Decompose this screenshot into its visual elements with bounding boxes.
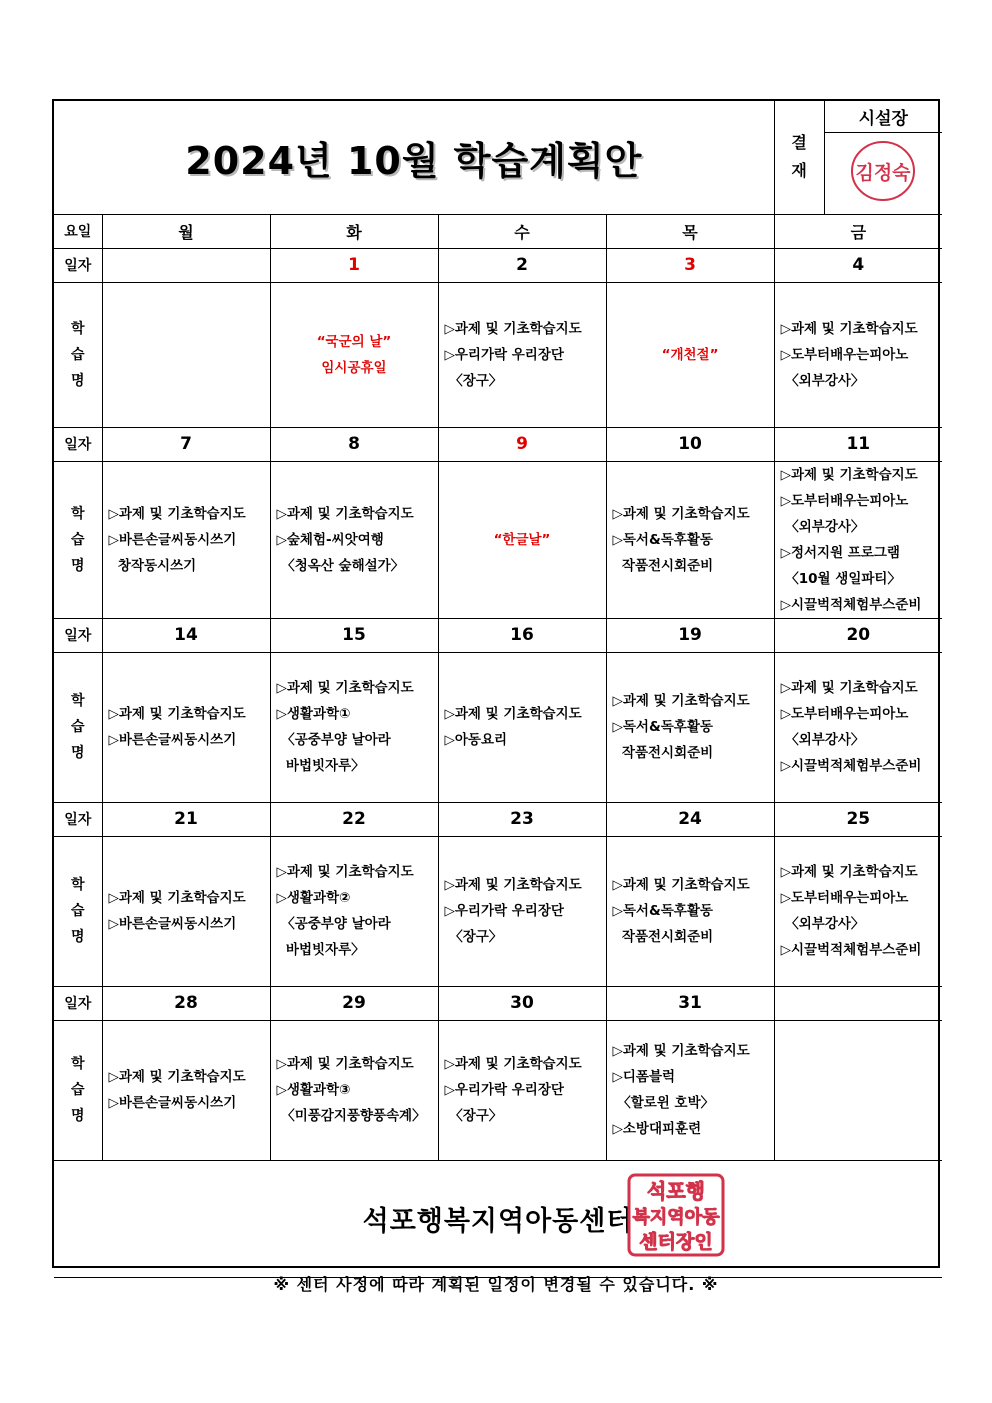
plan-frame <box>52 99 940 1268</box>
date-cell: 19 <box>606 618 774 652</box>
date-label: 일자 <box>54 248 102 282</box>
program-line: ▷과제 및 기초학습지도 <box>612 505 750 522</box>
program-line: ▷과제 및 기초학습지도 <box>444 1056 582 1072</box>
date-label: 일자 <box>54 427 102 461</box>
program-label-char: 명 <box>70 1108 85 1124</box>
program-line: ▷시끌벅적체험부스준비 <box>780 758 922 774</box>
program-cell <box>438 461 606 618</box>
program-label-char: 습 <box>70 719 85 735</box>
program-line: ▷과제 및 기초학습지도 <box>780 320 918 337</box>
program-label-char: 습 <box>70 1082 85 1098</box>
program-label-char: 습 <box>70 903 85 919</box>
date-cell: 20 <box>774 618 942 652</box>
program-line: ▷도부터배우는피아노 <box>780 890 909 906</box>
program-label-char: 명 <box>70 372 85 389</box>
program-line: ▷도부터배우는피아노 <box>780 706 909 722</box>
program-line: ▷과제 및 기초학습지도 <box>444 706 582 722</box>
program-label-char: 명 <box>70 557 85 574</box>
program-line: ▷과제 및 기초학습지도 <box>780 864 918 880</box>
program-label-char: 학 <box>70 1056 85 1072</box>
program-line: ▷과제 및 기초학습지도 <box>276 864 414 880</box>
program-label <box>54 282 102 427</box>
program-line: ▷과제 및 기초학습지도 <box>276 1056 414 1072</box>
program-line: ▷시끌벅적체험부스준비 <box>780 942 922 958</box>
program-cell <box>270 282 438 427</box>
signature-text: 김정숙 <box>855 162 911 184</box>
program-line: ▷바른손글씨동시쓰기 <box>108 916 237 932</box>
program-cell <box>606 461 774 618</box>
date-cell: 11 <box>774 427 942 461</box>
program-line: 〈공중부양 날아라 <box>276 732 391 748</box>
program-line: ▷과제 및 기초학습지도 <box>108 1069 246 1085</box>
program-cell <box>102 282 270 427</box>
date-cell: 22 <box>270 802 438 836</box>
date-cell: 3 <box>606 248 774 282</box>
program-line: ▷바른손글씨동시쓰기 <box>108 531 237 548</box>
program-line: ▷과제 및 기초학습지도 <box>108 505 246 522</box>
program-line: ▷과제 및 기초학습지도 <box>108 706 246 722</box>
program-line: 〈외부강사〉 <box>780 732 865 748</box>
program-line: ▷과제 및 기초학습지도 <box>612 877 750 893</box>
program-line: 〈미풍감지풍향풍속계〉 <box>276 1108 426 1124</box>
program-label-char: 명 <box>70 929 85 945</box>
program-line: ▷숲체험-씨앗여행 <box>276 531 384 548</box>
program-line: ▷정서지원 프로그램 <box>780 544 900 561</box>
program-cell <box>270 1020 438 1160</box>
approval-label-1: 결 <box>791 133 807 153</box>
program-line: 〈외부강사〉 <box>780 518 865 535</box>
program-line: ▷과제 및 기초학습지도 <box>612 1043 750 1059</box>
program-line: 〈공중부양 날아라 <box>276 916 391 932</box>
approval-label <box>774 101 824 214</box>
seal-line-1: 석포행 <box>647 1179 705 1203</box>
program-line: ▷우리가락 우리장단 <box>444 1082 564 1098</box>
date-label: 일자 <box>54 618 102 652</box>
program-label-char: 학 <box>70 505 85 522</box>
date-cell: 15 <box>270 618 438 652</box>
date-cell: 28 <box>102 986 270 1020</box>
program-line: 임시공휴일 <box>321 359 387 376</box>
program-line: ▷과제 및 기초학습지도 <box>108 890 246 906</box>
program-line: 창작동시쓰기 <box>108 557 197 574</box>
program-line: 작품전시회준비 <box>612 557 714 574</box>
program-line: ▷도부터배우는피아노 <box>780 346 909 363</box>
program-cell <box>438 836 606 986</box>
program-cell <box>774 282 942 427</box>
date-cell: 25 <box>774 802 942 836</box>
program-line: 〈장구〉 <box>444 929 503 945</box>
program-cell <box>774 836 942 986</box>
program-label-char: 습 <box>70 531 85 548</box>
weekday-1: 화 <box>270 214 438 248</box>
signature-cell <box>824 132 942 214</box>
seal-line-2: 복지역아동 <box>632 1207 720 1228</box>
date-cell: 21 <box>102 802 270 836</box>
program-label <box>54 652 102 802</box>
program-cell <box>606 1020 774 1160</box>
program-line: ▷우리가락 우리장단 <box>444 346 564 363</box>
date-cell: 4 <box>774 248 942 282</box>
date-cell: 2 <box>438 248 606 282</box>
program-label-char: 명 <box>70 745 85 761</box>
program-cell <box>270 652 438 802</box>
program-line: 〈할로윈 호박〉 <box>612 1095 715 1111</box>
program-cell <box>438 282 606 427</box>
program-line: “한글날” <box>493 531 551 548</box>
date-cell: 7 <box>102 427 270 461</box>
program-line: ▷과제 및 기초학습지도 <box>780 466 918 483</box>
approval-label-2: 재 <box>791 161 807 181</box>
weekday-label: 요일 <box>54 214 102 248</box>
date-cell: 23 <box>438 802 606 836</box>
date-cell: 30 <box>438 986 606 1020</box>
program-cell <box>102 652 270 802</box>
seal-line-3: 센터장인 <box>639 1231 713 1253</box>
page-title: 2024년 10월 학습계획안 <box>54 101 774 214</box>
program-label-char: 습 <box>70 346 85 363</box>
weekday-4: 금 <box>774 214 942 248</box>
program-line: 바법빗자루〉 <box>276 758 365 774</box>
program-label-char: 학 <box>70 320 85 337</box>
program-line: ▷소방대피훈련 <box>612 1121 702 1137</box>
program-cell <box>606 836 774 986</box>
program-cell <box>606 652 774 802</box>
date-cell <box>102 248 270 282</box>
program-line: ▷과제 및 기초학습지도 <box>276 505 414 522</box>
program-cell <box>606 282 774 427</box>
program-line: ▷아동요리 <box>444 732 508 748</box>
program-cell <box>102 836 270 986</box>
program-line: ▷생활과학① <box>276 706 351 722</box>
program-line: ▷생활과학③ <box>276 1082 351 1098</box>
program-label-char: 학 <box>70 877 85 893</box>
program-line: ▷디폼블럭 <box>612 1069 676 1085</box>
program-line: ▷과제 및 기초학습지도 <box>444 320 582 337</box>
approver-role: 시설장 <box>824 101 942 132</box>
date-cell: 31 <box>606 986 774 1020</box>
signature-seal-icon <box>848 138 918 204</box>
program-line: 〈장구〉 <box>444 372 503 389</box>
program-line: ▷시끌벅적체험부스준비 <box>780 596 922 613</box>
date-cell <box>774 986 942 1020</box>
weekday-3: 목 <box>606 214 774 248</box>
date-label: 일자 <box>54 802 102 836</box>
program-line: ▷우리가락 우리장단 <box>444 903 564 919</box>
program-line: 〈10월 생일파티〉 <box>780 570 901 587</box>
date-cell: 16 <box>438 618 606 652</box>
program-line: 바법빗자루〉 <box>276 942 365 958</box>
schedule-table <box>54 101 942 1278</box>
date-cell: 14 <box>102 618 270 652</box>
date-cell: 8 <box>270 427 438 461</box>
program-line: ▷생활과학② <box>276 890 351 906</box>
date-cell: 9 <box>438 427 606 461</box>
program-cell <box>102 1020 270 1160</box>
program-line: ▷독서&독후활동 <box>612 531 713 548</box>
date-cell: 24 <box>606 802 774 836</box>
program-cell <box>774 652 942 802</box>
program-line: 〈청옥산 숲해설가〉 <box>276 557 405 574</box>
program-cell <box>270 836 438 986</box>
program-line: ▷과제 및 기초학습지도 <box>444 877 582 893</box>
date-label: 일자 <box>54 986 102 1020</box>
program-cell <box>774 1020 942 1160</box>
date-cell: 1 <box>270 248 438 282</box>
program-cell <box>774 461 942 618</box>
program-line: 〈장구〉 <box>444 1108 503 1124</box>
program-cell <box>102 461 270 618</box>
footer-cell <box>54 1160 942 1277</box>
date-cell: 29 <box>270 986 438 1020</box>
program-label <box>54 1020 102 1160</box>
date-cell: 10 <box>606 427 774 461</box>
program-line: ▷과제 및 기초학습지도 <box>276 680 414 696</box>
program-label-char: 학 <box>70 693 85 709</box>
notice-text: ※ 센터 사정에 따라 계획된 일정이 변경될 수 있습니다. ※ <box>273 1275 719 1294</box>
program-cell <box>438 1020 606 1160</box>
center-name: 석포행복지역아동센터 <box>362 1206 634 1237</box>
program-line: 〈외부강사〉 <box>780 916 865 932</box>
program-line: ▷독서&독후활동 <box>612 719 713 735</box>
program-label <box>54 461 102 618</box>
program-cell <box>438 652 606 802</box>
program-line: ▷독서&독후활동 <box>612 903 713 919</box>
program-line: “국군의 날” <box>316 333 392 350</box>
program-line: ▷바른손글씨동시쓰기 <box>108 732 237 748</box>
program-cell <box>270 461 438 618</box>
program-line: 작품전시회준비 <box>612 745 714 761</box>
program-label <box>54 836 102 986</box>
program-line: ▷도부터배우는피아노 <box>780 492 909 509</box>
weekday-0: 월 <box>102 214 270 248</box>
center-seal-icon <box>626 1172 726 1258</box>
program-line: ▷과제 및 기초학습지도 <box>612 693 750 709</box>
program-line: ▷과제 및 기초학습지도 <box>780 680 918 696</box>
program-line: “개천절” <box>661 346 719 363</box>
program-line: 작품전시회준비 <box>612 929 714 945</box>
program-line: ▷바른손글씨동시쓰기 <box>108 1095 237 1111</box>
program-line: 〈외부강사〉 <box>780 372 865 389</box>
weekday-2: 수 <box>438 214 606 248</box>
